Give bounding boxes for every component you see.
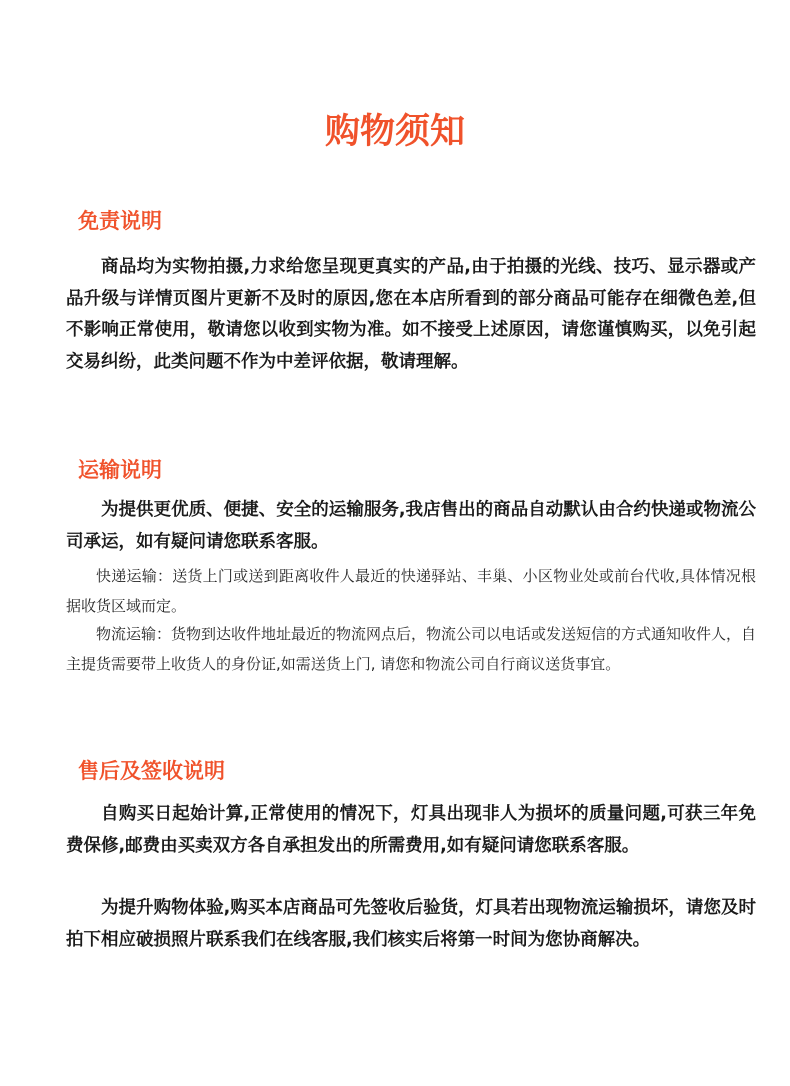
disclaimer-paragraph: 商品均为实物拍摄,力求给您呈现更真实的产品,由于拍摄的光线、技巧、显示器或产品升级与详情页图片更新不及时的原因,您在本店所看到的部分商品可能存在细微色差,但不影响正常使用，敬请您以收到实物为准。如不接受上述原因，请您谨慎购买，以免引起交易纠纷，此类问题不作为中差评依据，敬请理解。 xyxy=(66,257,756,372)
shipping-intro-paragraph: 为提供更优质、便捷、安全的运输服务,我店售出的商品自动默认由合约快递或物流公司承运，如有疑问请您联系客服。 xyxy=(66,500,756,552)
sign-and-inspect-paragraph: 为提升购物体验,购买本店商品可先签收后验货，灯具若出现物流运输损坏，请您及时拍下相应破损照片联系我们在线客服,我们核实后将第一时间为您协商解决。 xyxy=(66,898,756,950)
logistics-delivery-paragraph: 物流运输：货物到达收件地址最近的物流网点后，物流公司以电话或发送短信的方式通知收件人，自主提货需要带上收货人的身份证,如需送货上门, 请您和物流公司自行商议送货事宜。 xyxy=(66,625,757,673)
warranty-paragraph: 自购买日起始计算,正常使用的情况下，灯具出现非人为损坏的质量问题,可获三年免费保修,邮费由买卖双方各自承担发出的所需费用,如有疑问请您联系客服。 xyxy=(66,804,756,856)
page-title: 购物须知 xyxy=(324,112,465,153)
section-heading-shipping: 运输说明 xyxy=(78,458,162,482)
section-heading-disclaimer: 免责说明 xyxy=(78,209,162,233)
express-delivery-paragraph: 快递运输：送货上门或送到距离收件人最近的快递驿站、丰巢、小区物业处或前台代收,具体情况根据收货区域而定。 xyxy=(66,567,756,615)
section-heading-after-sales: 售后及签收说明 xyxy=(78,759,225,783)
